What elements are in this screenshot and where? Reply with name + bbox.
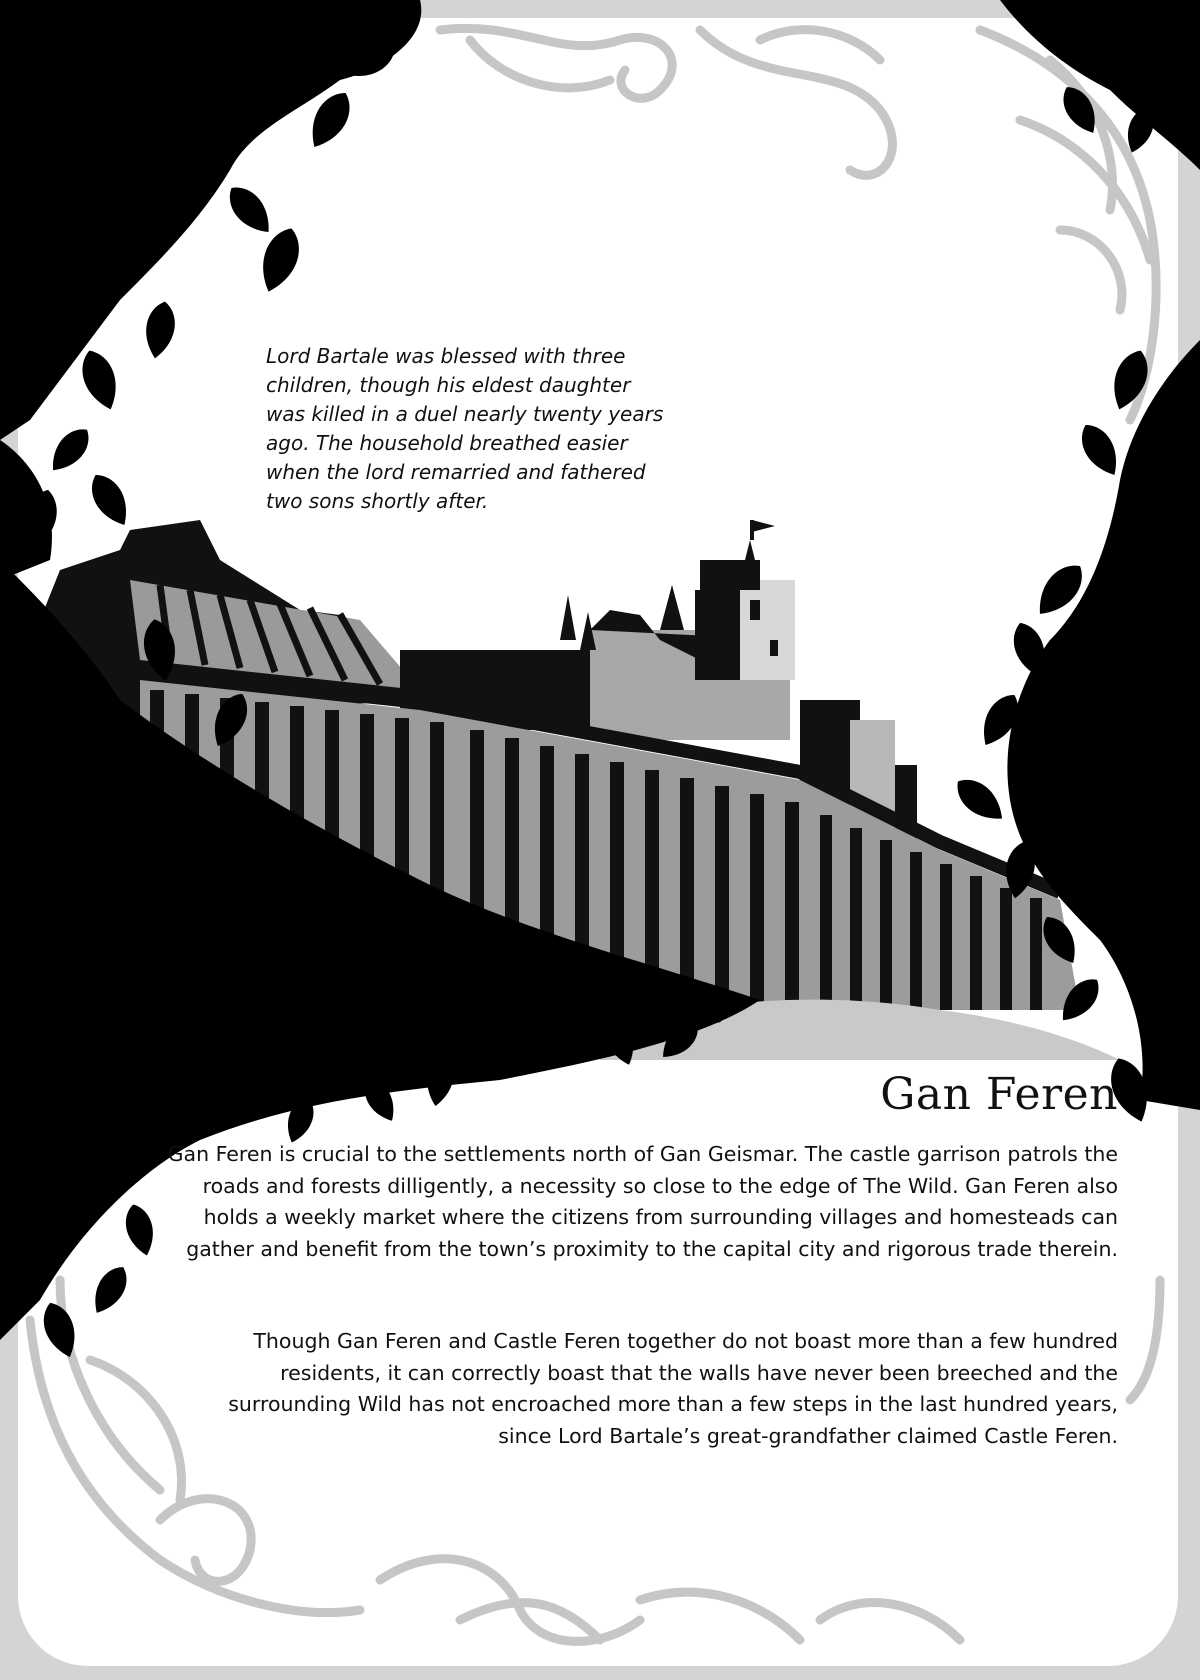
body-paragraph-1: Gan Feren is crucial to the settlements north of Gan Geismar. The castle garrison patrols the roads and forests dilligently, a necessity so close to the edge of The Wild. Gan Feren also holds a weekly market where the citizens from surrounding villages and homesteads can gather and benefit from the town’s proximity to the capital city and rigorous trade therein. [167, 1142, 1118, 1261]
section-title: Gan Feren [880, 1069, 1118, 1120]
body-paragraph-2: Though Gan Feren and Castle Feren together do not boast more than a few hundred residents, it can correctly boast that the walls have never been breeched and the surrounding Wild has not encroached more than a few steps in the last hundred years, since Lord Bartale’s great-grandfather claimed Castle Feren. [228, 1329, 1118, 1448]
sidebar-quote: Lord Bartale was blessed with three children, though his eldest daughter was killed in a duel nearly twenty years ago. The household breathed easier when the lord remarried and fathered two sons shortly after. [266, 344, 664, 513]
